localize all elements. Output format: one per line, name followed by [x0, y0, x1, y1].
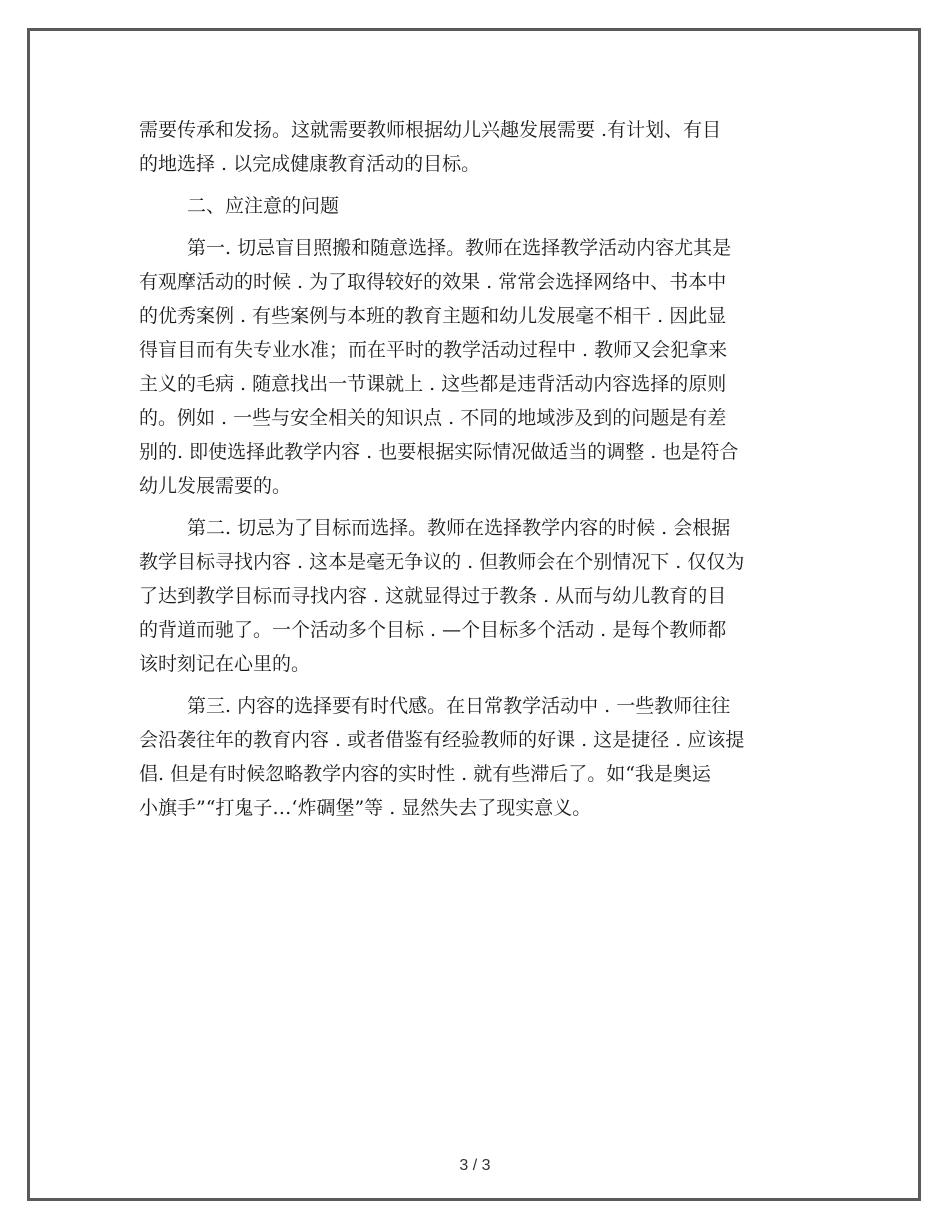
text-line: 主义的毛病 . 随意找出一节课就上 . 这些都是违背活动内容选择的原则: [139, 373, 727, 395]
text-line: 的。例如 . 一些与安全相关的知识点 . 不同的地域涉及到的问题是有差: [139, 407, 727, 429]
document-body: [139, 113, 809, 825]
text-line: 的背道而驰了。一个活动多个目标 . —个目标多个活动 . 是每个教师都: [139, 619, 727, 641]
text-line: 别的. 即使选择此教学内容 . 也要根据实际情况做适当的调整 . 也是符合: [139, 441, 739, 463]
text-line: 的优秀案例 . 有些案例与本班的教育主题和幼儿发展毫不相干 . 因此显: [139, 305, 727, 327]
text-line: 了达到教学目标而寻找内容 . 这就显得过于教条 . 从而与幼儿教育的目: [139, 585, 727, 607]
text-line: 会沿袭往年的教育内容 . 或者借鉴有经验教师的好课 . 这是捷径 . 应该提: [139, 729, 745, 751]
text-line: 该时刻记在心里的。: [139, 653, 311, 675]
text-line: 第一. 切忌盲目照搬和随意选择。教师在选择教学活动内容尤其是: [187, 237, 732, 259]
text-line: 的地选择 . 以完成健康教育活动的目标。: [139, 153, 481, 175]
text-line: 得盲目而有失专业水准；而在平时的教学活动过程中 . 教师又会犯拿来: [139, 339, 728, 361]
section-heading: 二、应注意的问题: [187, 195, 340, 217]
text-line: 需要传承和发扬。这就需要教师根据幼儿兴趣发展需要 .有计划、有目: [139, 119, 722, 141]
text-line: 第二. 切忌为了目标而选择。教师在选择教学内容的时候 . 会根据: [187, 517, 731, 539]
text-line: 有观摩活动的时候 . 为了取得较好的效果 . 常常会选择网络中、书本中: [139, 271, 727, 293]
text-line: 第三. 内容的选择要有时代感。在日常教学活动中 . 一些教师往往: [187, 695, 731, 717]
page-number: 3 / 3: [459, 1157, 491, 1174]
text-line: 小旗手”“打鬼子…‘炸碉堡”等 . 显然失去了现实意义。: [139, 797, 592, 819]
text-line: 倡. 但是有时候忽略教学内容的实时性 . 就有些滞后了。如“我是奥运: [139, 763, 711, 785]
text-line: 教学目标寻找内容 . 这本是毫无争议的 . 但教师会在个别情况下 . 仅仅为: [139, 551, 745, 573]
text-line: 幼儿发展需要的。: [139, 475, 292, 497]
